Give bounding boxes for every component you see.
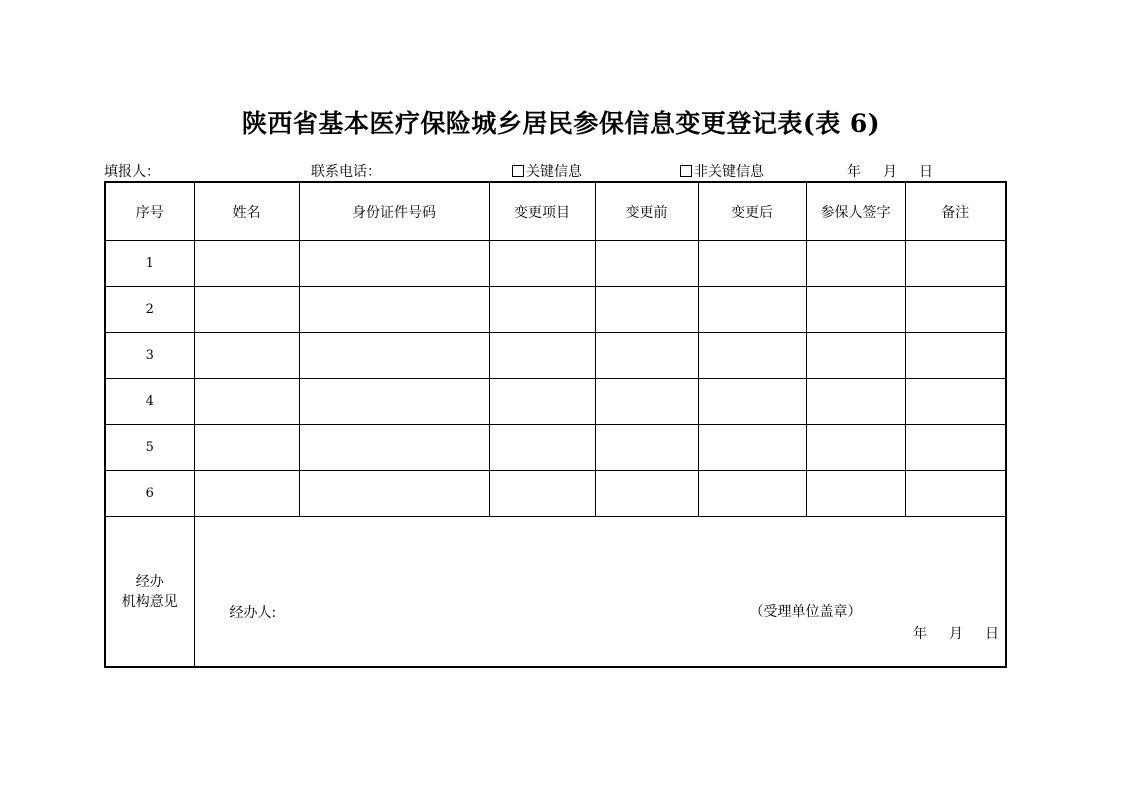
signature-cell[interactable]: [806, 287, 905, 333]
agency-opinion-label: [105, 517, 194, 668]
stamp-label: （受理单位盖章）: [749, 604, 862, 620]
before-cell[interactable]: [595, 241, 698, 287]
after-cell[interactable]: [698, 425, 806, 471]
name-cell[interactable]: [194, 471, 299, 517]
remarks-cell[interactable]: [905, 287, 1006, 333]
table-row: [105, 333, 1006, 379]
signature-cell[interactable]: [806, 333, 905, 379]
change-item-cell[interactable]: [489, 471, 595, 517]
table-row: [105, 287, 1006, 333]
table-row: [105, 471, 1006, 517]
change-item-cell[interactable]: [489, 287, 595, 333]
year-label: 年: [847, 164, 861, 180]
agency-opinion-label-line1: 经办: [135, 573, 164, 590]
id-number-cell[interactable]: [299, 287, 489, 333]
table-row: [105, 425, 1006, 471]
agency-opinion-label-line2: 机构意见: [121, 593, 178, 610]
signature-cell[interactable]: [806, 425, 905, 471]
header-after: 变更后: [698, 182, 806, 241]
after-cell[interactable]: [698, 241, 806, 287]
name-cell[interactable]: [194, 333, 299, 379]
row-number: 5: [105, 425, 194, 471]
handler-label: 经办人:: [229, 605, 277, 621]
non-key-info-checkbox[interactable]: [680, 165, 692, 177]
change-register-table: [104, 181, 1007, 668]
opinion-year-label: 年: [913, 626, 927, 642]
key-info-label: 关键信息: [526, 164, 582, 180]
name-cell[interactable]: [194, 287, 299, 333]
before-cell[interactable]: [595, 425, 698, 471]
month-label: 月: [883, 164, 897, 180]
agency-opinion-cell[interactable]: [194, 517, 1006, 668]
before-cell[interactable]: [595, 379, 698, 425]
row-number: 4: [105, 379, 194, 425]
row-number: 2: [105, 287, 194, 333]
header-seq: 序号: [105, 182, 194, 241]
agency-opinion-row: [105, 517, 1006, 668]
before-cell[interactable]: [595, 287, 698, 333]
header-row: [105, 182, 1006, 241]
after-cell[interactable]: [698, 287, 806, 333]
header-id-number: 身份证件号码: [299, 182, 489, 241]
header-change-item: 变更项目: [489, 182, 595, 241]
name-cell[interactable]: [194, 241, 299, 287]
remarks-cell[interactable]: [905, 379, 1006, 425]
row-number: 6: [105, 471, 194, 517]
day-label: 日: [919, 164, 933, 180]
table-row: [105, 241, 1006, 287]
remarks-cell[interactable]: [905, 471, 1006, 517]
after-cell[interactable]: [698, 379, 806, 425]
change-item-cell[interactable]: [489, 379, 595, 425]
non-key-info-option[interactable]: [680, 161, 764, 181]
row-number: 3: [105, 333, 194, 379]
row-number: 1: [105, 241, 194, 287]
name-cell[interactable]: [194, 379, 299, 425]
filler-label: 填报人：: [104, 164, 160, 180]
form-title: 陕西省基本医疗保险城乡居民参保信息变更登记表(表 6): [241, 109, 881, 138]
remarks-cell[interactable]: [905, 333, 1006, 379]
header-before: 变更前: [595, 182, 698, 241]
change-item-cell[interactable]: [489, 425, 595, 471]
id-number-cell[interactable]: [299, 333, 489, 379]
date-line: [847, 161, 933, 181]
non-key-info-label: 非关键信息: [694, 164, 764, 180]
signature-cell[interactable]: [806, 471, 905, 517]
opinion-date: [913, 623, 999, 643]
header-name: 姓名: [194, 182, 299, 241]
name-cell[interactable]: [194, 425, 299, 471]
before-cell[interactable]: [595, 333, 698, 379]
id-number-cell[interactable]: [299, 425, 489, 471]
change-item-cell[interactable]: [489, 241, 595, 287]
remarks-cell[interactable]: [905, 425, 1006, 471]
key-info-option[interactable]: [512, 161, 582, 181]
header-signature: 参保人签字: [806, 182, 905, 241]
header-remarks: 备注: [905, 182, 1006, 241]
before-cell[interactable]: [595, 471, 698, 517]
phone-label: 联系电话：: [311, 164, 381, 180]
opinion-month-label: 月: [949, 626, 963, 642]
id-number-cell[interactable]: [299, 471, 489, 517]
signature-cell[interactable]: [806, 379, 905, 425]
remarks-cell[interactable]: [905, 241, 1006, 287]
id-number-cell[interactable]: [299, 379, 489, 425]
id-number-cell[interactable]: [299, 241, 489, 287]
key-info-checkbox[interactable]: [512, 165, 524, 177]
table-row: [105, 379, 1006, 425]
signature-cell[interactable]: [806, 241, 905, 287]
change-item-cell[interactable]: [489, 333, 595, 379]
opinion-day-label: 日: [985, 626, 999, 642]
after-cell[interactable]: [698, 471, 806, 517]
after-cell[interactable]: [698, 333, 806, 379]
